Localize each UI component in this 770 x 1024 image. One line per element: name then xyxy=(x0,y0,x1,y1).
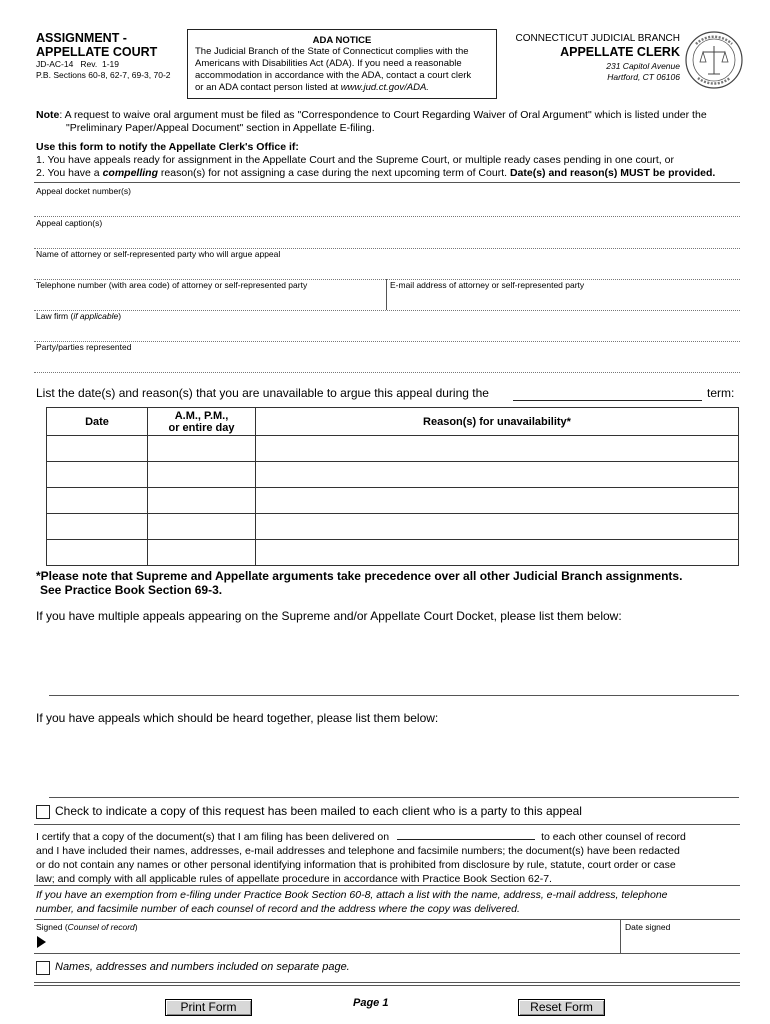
law-firm-input[interactable] xyxy=(34,322,740,340)
certification xyxy=(36,828,746,886)
term-input[interactable] xyxy=(513,386,702,401)
reason-cell[interactable] xyxy=(256,540,739,566)
caption-label: Appeal caption(s) xyxy=(36,218,103,228)
col-reason-header: Reason(s) for unavailability* xyxy=(256,408,739,436)
branch-name: CONNECTICUT JUDICIAL BRANCH xyxy=(515,33,680,44)
exemption-note xyxy=(36,888,746,916)
exemption-line-2: number, and facsimile number of each counsel of record and the address where the copy was delivered. xyxy=(36,903,520,915)
divider xyxy=(34,919,740,920)
date-cell[interactable] xyxy=(47,540,148,566)
law-firm-label-b: if applicable xyxy=(73,311,119,321)
attorney-input[interactable] xyxy=(34,260,740,278)
address-line-1: 231 Capitol Avenue xyxy=(606,61,680,71)
note-line-1 xyxy=(36,109,741,122)
ada-line-1: The Judicial Branch of the State of Connecticut complies with the xyxy=(195,46,469,57)
divider xyxy=(34,953,740,954)
ada-link[interactable]: www.jud.ct.gov/ADA. xyxy=(340,82,429,93)
table-row xyxy=(47,436,739,462)
divider xyxy=(34,341,740,342)
phone-label: Telephone number (with area code) of attorney or self-represented party xyxy=(36,280,308,290)
ada-notice-body xyxy=(188,46,496,94)
date-cell[interactable] xyxy=(47,436,148,462)
multiple-appeals-prompt: If you have multiple appeals appearing on the Supreme and/or Appellate Court Docket, please list them below: xyxy=(36,609,622,623)
heard-together-prompt: If you have appeals which should be heard together, please list them below: xyxy=(36,711,439,725)
note-line-1-text: : A request to waive oral argument must be filed as "Correspondence to Court Regarding Waiver of Oral Argument" which is listed under the xyxy=(59,109,707,121)
party-input[interactable] xyxy=(34,353,740,371)
instructions xyxy=(36,141,746,180)
form-code: JD-AC-14 Rev. 1-19 xyxy=(36,59,119,69)
divider xyxy=(34,824,740,825)
field-divider-vertical xyxy=(620,919,621,953)
divider xyxy=(34,310,740,311)
form-title-line-1: ASSIGNMENT - xyxy=(36,31,127,45)
col-ampm-header xyxy=(148,408,256,436)
divider xyxy=(34,985,740,986)
table-row xyxy=(47,514,739,540)
unavailable-prompt: List the date(s) and reason(s) that you are unavailable to argue this appeal during the xyxy=(36,386,489,400)
email-label: E-mail address of attorney or self-represented party xyxy=(390,280,585,290)
signed-label-c: ) xyxy=(134,922,138,932)
note-label: Note xyxy=(36,109,60,121)
docket-input[interactable] xyxy=(34,197,740,215)
instructions-item-1: 1. You have appeals ready for assignment in the Appellate Court and the Supreme Court, or multiple ready cases pending in one court, or xyxy=(36,154,674,166)
certify-line-2: and I have included their names, addresses, e-mail addresses and telephone and facsimile numbers; the document(s) have been redacted xyxy=(36,845,680,857)
sign-here-arrow-icon xyxy=(37,936,46,948)
item2-required: Date(s) and reason(s) MUST be provided. xyxy=(509,167,716,179)
reason-cell[interactable] xyxy=(256,488,739,514)
multiple-appeals-input[interactable] xyxy=(49,626,739,694)
instructions-heading: Use this form to notify the Appellate Clerk's Office if: xyxy=(36,141,299,153)
page-number: Page 1 xyxy=(353,997,389,1009)
separate-page-label: Names, addresses and numbers included on separate page. xyxy=(55,961,350,973)
form-title xyxy=(36,31,157,59)
divider xyxy=(34,982,740,983)
ampm-cell[interactable] xyxy=(148,540,256,566)
ada-line-4-text: or an ADA contact person listed at xyxy=(195,82,341,93)
ampm-cell[interactable] xyxy=(148,488,256,514)
reason-cell[interactable] xyxy=(256,514,739,540)
certify-line-1-a: I certify that a copy of the document(s) that I am filing has been delivered on xyxy=(36,831,390,843)
table-row xyxy=(47,488,739,514)
date-signed-input[interactable] xyxy=(623,933,740,951)
ada-notice-title: ADA NOTICE xyxy=(312,35,372,46)
date-cell[interactable] xyxy=(47,462,148,488)
divider xyxy=(34,885,740,886)
date-signed-label: Date signed xyxy=(625,922,671,932)
ada-line-4 xyxy=(195,82,496,94)
divider xyxy=(34,216,740,217)
certify-line-1-b: to each other counsel of record xyxy=(541,831,686,843)
judicial-seal-icon xyxy=(684,30,744,90)
heard-together-input[interactable] xyxy=(49,728,739,796)
divider xyxy=(49,797,739,798)
reason-cell[interactable] xyxy=(256,436,739,462)
item2-part-c: reason(s) for not assigning a case during the next upcoming term of Court. xyxy=(158,167,510,179)
email-input[interactable] xyxy=(388,291,740,309)
col-ampm-line-1: A.M., P.M., xyxy=(174,409,229,422)
ampm-cell[interactable] xyxy=(148,462,256,488)
docket-label: Appeal docket number(s) xyxy=(36,186,131,196)
delivery-date-input[interactable] xyxy=(397,828,535,840)
field-divider-vertical xyxy=(386,279,387,310)
signed-label xyxy=(36,922,138,932)
law-firm-label xyxy=(36,311,121,321)
signature-input[interactable] xyxy=(50,933,618,951)
party-label: Party/parties represented xyxy=(36,342,132,352)
divider xyxy=(34,182,740,183)
certify-line-1 xyxy=(36,828,746,844)
separate-page-checkbox[interactable] xyxy=(36,961,50,975)
attorney-label: Name of attorney or self-represented party who will argue appeal xyxy=(36,249,281,259)
ada-notice-box xyxy=(187,29,497,99)
date-cell[interactable] xyxy=(47,488,148,514)
phone-input[interactable] xyxy=(34,291,384,309)
table-row xyxy=(47,462,739,488)
reason-cell[interactable] xyxy=(256,462,739,488)
note-line-2: "Preliminary Paper/Appeal Document" section in Appellate E-filing. xyxy=(66,122,375,134)
reset-form-button[interactable]: Reset Form xyxy=(518,999,605,1016)
exemption-line-1: If you have an exemption from e-filing under Practice Book Section 60-8, attach a list with the name, address, e-mail address, telephone xyxy=(36,889,668,901)
unavailability-table xyxy=(46,407,739,566)
precedence-line-1: *Please note that Supreme and Appellate arguments take precedence over all other Judicial Branch assignments. xyxy=(36,569,683,583)
copy-mailed-label: Check to indicate a copy of this request has been mailed to each client who is a party to this appeal xyxy=(55,804,582,818)
ampm-cell[interactable] xyxy=(148,514,256,540)
note-text xyxy=(36,109,741,135)
ampm-cell[interactable] xyxy=(148,436,256,462)
divider xyxy=(49,695,739,696)
ada-line-3: accommodation in accordance with the ADA, contact a court clerk xyxy=(195,70,472,81)
date-cell[interactable] xyxy=(47,514,148,540)
ada-line-2: Americans with Disabilities Act (ADA). If you need a reasonable xyxy=(195,58,462,69)
address-line-2: Hartford, CT 06106 xyxy=(607,72,680,82)
col-ampm-line-2: or entire day xyxy=(168,421,235,434)
certify-line-4: law; and comply with all applicable rules of appellate procedure in accordance with Practice Book Section 62-7. xyxy=(36,873,552,885)
copy-mailed-checkbox[interactable] xyxy=(36,805,50,819)
pb-sections: P.B. Sections 60-8, 62-7, 69-3, 70-2 xyxy=(36,70,171,80)
certify-line-3: or do not contain any names or other personal identifying information that is prohibited from disclosure by rule, statute, court order or case xyxy=(36,859,676,871)
col-date-header: Date xyxy=(47,408,148,436)
form-title-line-2: APPELLATE COURT xyxy=(36,45,158,59)
signed-label-b: Counsel of record xyxy=(67,922,135,932)
signed-label-a: Signed ( xyxy=(36,922,68,932)
instructions-item-2 xyxy=(36,167,746,180)
item2-compelling: compelling xyxy=(102,167,159,179)
precedence-line-2: See Practice Book Section 69-3. xyxy=(40,583,223,597)
office-name: APPELLATE CLERK xyxy=(560,45,680,59)
law-firm-label-c: ) xyxy=(118,311,122,321)
caption-input[interactable] xyxy=(34,229,740,247)
law-firm-label-a: Law firm ( xyxy=(36,311,74,321)
table-row xyxy=(47,540,739,566)
item2-part-a: 2. You have a xyxy=(36,167,103,179)
print-form-button[interactable]: Print Form xyxy=(165,999,252,1016)
term-suffix: term: xyxy=(707,386,735,400)
divider xyxy=(34,372,740,373)
precedence-note xyxy=(36,569,682,597)
